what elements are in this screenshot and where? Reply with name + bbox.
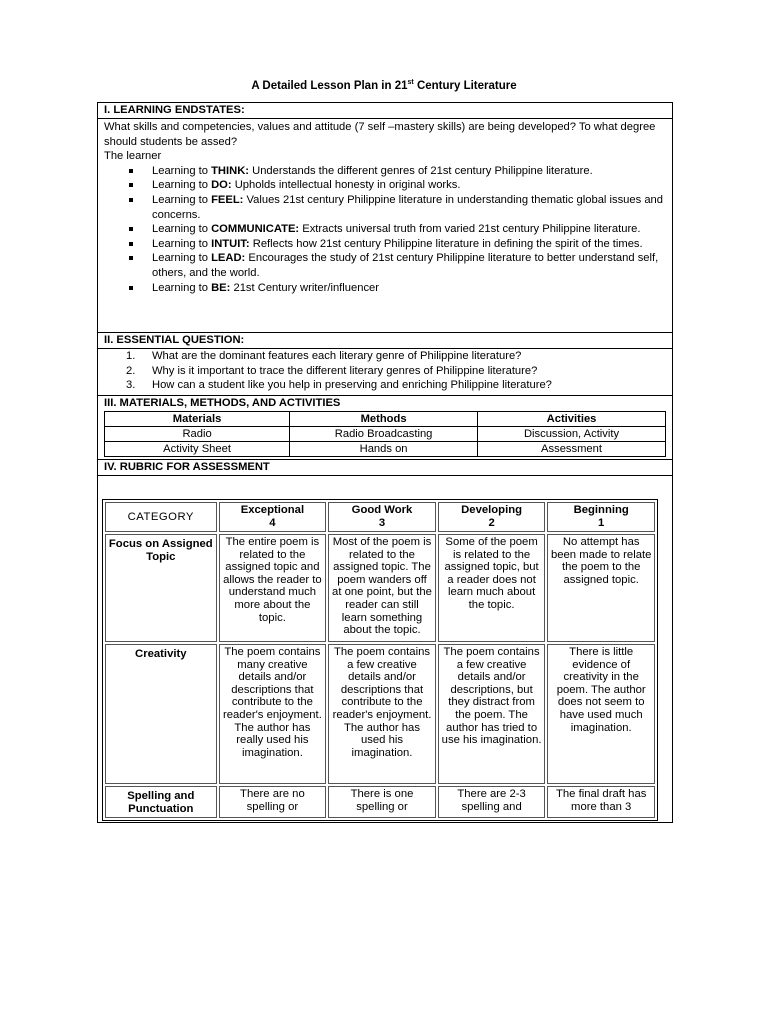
lesson-plan-table — [97, 102, 673, 823]
rubric-category: Focus on Assigned Topic — [105, 534, 217, 642]
section-essential-question-heading: II. ESSENTIAL QUESTION: — [98, 333, 672, 349]
rubric-category-header: CATEGORY — [105, 502, 217, 532]
title-text-suffix: Century Literature — [413, 79, 517, 92]
table-cell: Hands on — [290, 442, 478, 457]
list-item — [152, 164, 666, 179]
table-cell: Discussion, Activity — [478, 427, 666, 442]
rubric-cell: The entire poem is related to the assigned topic and allows the reader to understand much more about the topic. — [219, 534, 327, 642]
rubric-cell: The poem contains many creative details and/or descriptions that contribute to the reader's enjoyment. The author has really used his imagination. — [219, 644, 327, 784]
rubric-table — [102, 499, 658, 821]
endstate-text: Extracts universal truth from varied 21st century Philippine literature. — [299, 223, 641, 236]
table-row — [105, 427, 666, 442]
table-row — [105, 442, 666, 457]
rubric-cell: There are no spelling or — [219, 786, 327, 818]
learner-label: The learner — [104, 150, 162, 163]
endstate-key: COMMUNICATE: — [211, 223, 300, 236]
question-number: 2. — [126, 364, 136, 377]
section-materials — [98, 411, 672, 460]
section-learning-endstates — [98, 119, 672, 333]
endstate-key: DO: — [211, 179, 232, 192]
level-score: 2 — [488, 517, 495, 529]
section-essential-question — [98, 349, 672, 396]
list-item — [126, 364, 666, 379]
materials-header: Materials — [105, 412, 290, 427]
section-materials-heading: III. MATERIALS, METHODS, AND ACTIVITIES — [104, 397, 341, 409]
rubric-header-row — [105, 502, 655, 532]
rubric-row-focus — [105, 534, 655, 642]
endstate-text: Values 21st century Philippine literature in understanding thematic global issues and concerns. — [152, 193, 663, 221]
section-learning-endstates-heading: I. LEARNING ENDSTATES: — [98, 103, 672, 119]
question-number: 1. — [126, 350, 136, 362]
rubric-cell: No attempt has been made to relate the poem to the assigned topic. — [547, 534, 655, 642]
question-text: What are the dominant features each literary genre of Philippine literature? — [152, 350, 522, 362]
endstate-prefix: Learning to — [152, 179, 212, 192]
materials-header-row — [105, 412, 666, 427]
level-name: Exceptional — [240, 504, 305, 517]
rubric-cell: Some of the poem is related to the assigned topic, but a reader does not learn much about the topic. — [438, 534, 546, 642]
rubric-level-header — [438, 502, 546, 532]
level-name: Developing — [461, 504, 523, 517]
question-number: 3. — [126, 379, 136, 392]
endstate-prefix: Learning to — [152, 164, 212, 177]
guiding-question: What skills and competencies, values and attitude (7 self –mastery skills) are being developed? To what degree should students be assed? — [104, 121, 656, 148]
rubric-level-header — [219, 502, 327, 532]
level-score: 4 — [269, 517, 276, 529]
rubric-cell: The poem contains a few creative details and/or descriptions, but they distract from the poem. The author has tried to use his imagination. — [438, 644, 546, 784]
level-score: 3 — [378, 517, 386, 529]
rubric-cell: There is one spelling or — [328, 786, 436, 818]
endstate-text: 21st Century writer/influencer — [230, 281, 379, 294]
rubric-cell: The poem contains a few creative details and/or descriptions that contribute to the reader's enjoyment. The author has used his imagination. — [328, 644, 436, 784]
list-item — [126, 378, 666, 393]
endstate-key: INTUIT: — [211, 237, 250, 250]
endstate-prefix: Learning to — [152, 252, 212, 265]
list-item — [152, 222, 666, 237]
list-item — [152, 178, 666, 193]
list-item — [152, 193, 666, 222]
question-text: Why is it important to trace the different literary genres of Philippine literature? — [152, 364, 538, 377]
rubric-level-header — [547, 502, 655, 532]
rubric-cell: There is little evidence of creativity in the poem. The author does not seem to have used much imagination. — [547, 644, 655, 784]
endstate-key: BE: — [211, 281, 231, 294]
list-item — [126, 349, 666, 364]
rubric-category: Creativity — [105, 644, 217, 784]
endstate-text: Reflects how 21st century Philippine literature in defining the spirit of the times. — [249, 237, 643, 250]
table-cell: Assessment — [478, 442, 666, 457]
endstates-list — [104, 164, 666, 295]
endstate-prefix: Learning to — [152, 281, 212, 294]
list-item — [152, 281, 666, 296]
methods-header: Methods — [290, 412, 478, 427]
rubric-row-creativity — [105, 644, 655, 784]
table-cell: Radio — [105, 427, 290, 442]
title-text: A Detailed Lesson Plan in 21 — [251, 79, 408, 92]
level-score: 1 — [598, 517, 605, 529]
table-cell: Activity Sheet — [105, 442, 290, 457]
essential-question-list — [104, 349, 666, 393]
rubric-cell: The final draft has more than 3 — [547, 786, 655, 818]
activities-header: Activities — [478, 412, 666, 427]
list-item — [152, 251, 666, 280]
table-cell: Radio Broadcasting — [290, 427, 478, 442]
endstate-prefix: Learning to — [152, 237, 212, 250]
rubric-cell: Most of the poem is related to the assigned topic. The poem wanders off at one point, but the reader can still learn something about the topic. — [328, 534, 436, 642]
materials-table — [104, 411, 666, 457]
question-text: How can a student like you help in preserving and enriching Philippine literature? — [152, 379, 552, 392]
endstate-prefix: Learning to — [152, 193, 212, 206]
rubric-level-header — [328, 502, 436, 532]
section-rubric — [98, 476, 672, 821]
endstate-key: THINK: — [211, 164, 249, 177]
endstate-text: Upholds intellectual honesty in original works. — [231, 179, 461, 192]
level-name: Good Work — [351, 504, 413, 517]
document-title — [0, 79, 768, 92]
list-item — [152, 237, 666, 252]
title-superscript: st — [407, 79, 414, 86]
endstate-prefix: Learning to — [152, 223, 212, 236]
section-rubric-heading: IV. RUBRIC FOR ASSESSMENT — [98, 460, 672, 476]
rubric-row-spelling — [105, 786, 655, 818]
endstate-key: FEEL: — [211, 193, 244, 206]
endstate-text: Understands the different genres of 21st century Philippine literature. — [249, 164, 593, 177]
level-name: Beginning — [573, 504, 629, 517]
rubric-cell: There are 2-3 spelling and — [438, 786, 546, 818]
endstate-key: LEAD: — [211, 252, 246, 265]
rubric-category: Spelling and Punctuation — [105, 786, 217, 818]
endstate-text: Encourages the study of 21st century Philippine literature to better understand self, others, and the world. — [152, 252, 659, 279]
